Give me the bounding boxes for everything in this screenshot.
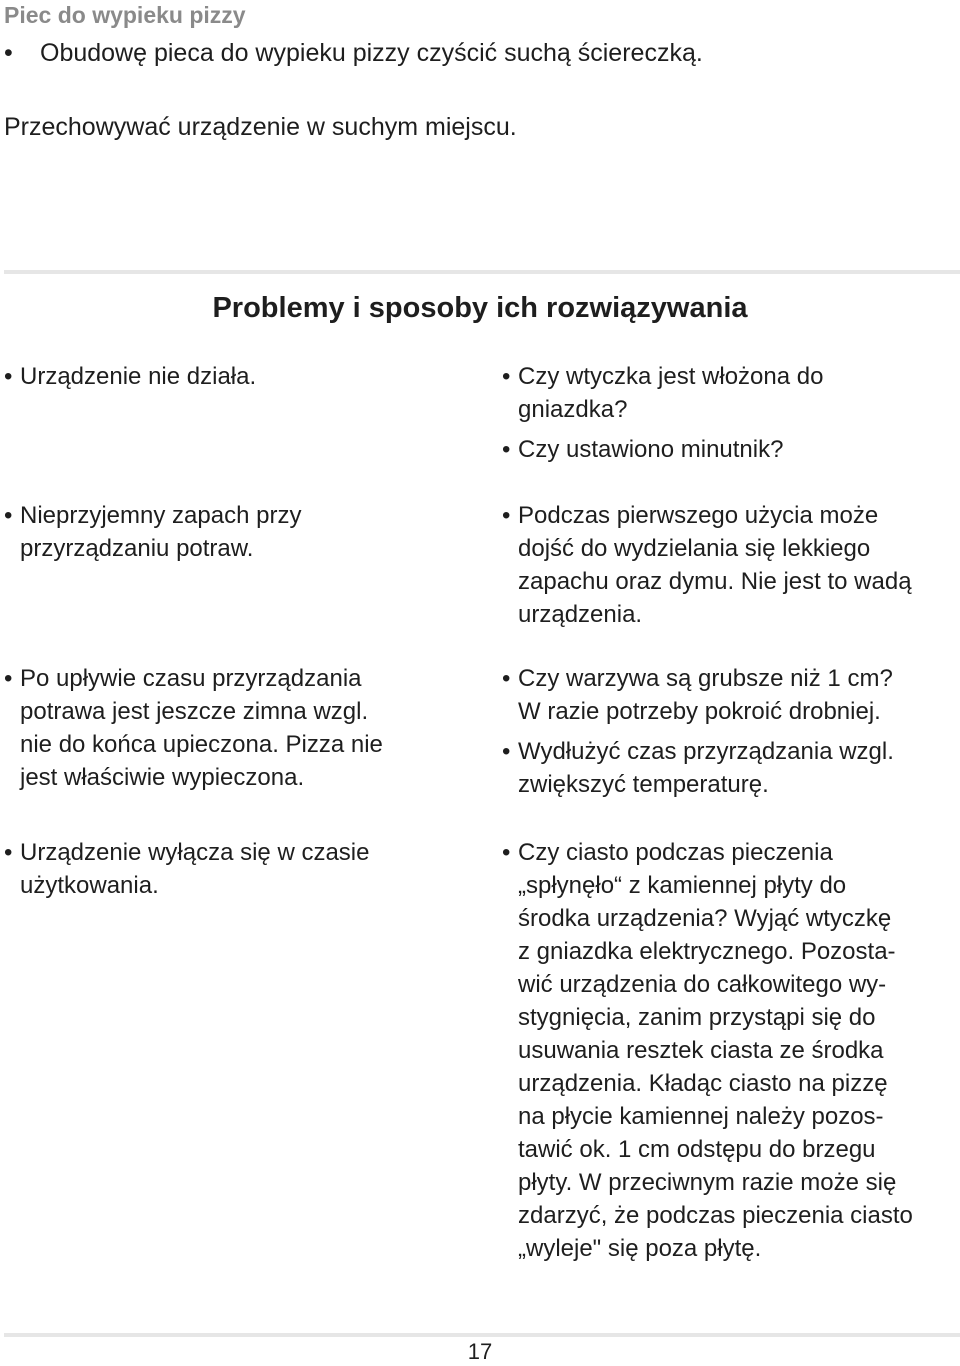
problem-text: Urządzenie nie działa. bbox=[20, 363, 257, 390]
bullet-icon: • bbox=[4, 363, 13, 390]
solution-text: Podczas pierwszego użycia może dojść do wydzielania się lekkiego zapachu oraz dymu. Nie jest to wadą urządzenia. bbox=[518, 502, 912, 628]
solution-text: Czy warzywa są grubsze niż 1 cm? W razie potrzeby pokroić drobniej. bbox=[518, 665, 893, 725]
bullet-icon: • bbox=[4, 839, 13, 866]
solution-item bbox=[502, 735, 960, 801]
bullet-icon: • bbox=[502, 839, 511, 866]
problem-text: Po upływie czasu przyrządzania potrawa jest jeszcze zimna wzgl. nie do końca upieczona. Pizza nie jest właściwie wypieczona. bbox=[20, 665, 383, 791]
solution-item bbox=[502, 836, 960, 1265]
solution-text: Czy ciasto podczas pieczenia „spłynęło“ z kamiennej płyty do środka urządzenia? Wyjąć wtyczkę z gniazdka elektrycznego. Pozosta- wić urządzenia do całkowitego wy- stygnięcia, zanim przystąpi się do usuwania resztek ciasta ze środka urządzenia. Kładąc ciasto na pizzę na płycie kamiennej należy pozos- tawić ok. 1 cm odstępu do brzegu płyty. W przeciwnym razie może się zdarzyć, że podczas pieczenia ciasto „wyleje" się poza płytę. bbox=[518, 839, 913, 1262]
problem-text: Nieprzyjemny zapach przy przyrządzaniu potraw. bbox=[20, 502, 302, 562]
bullet-icon: • bbox=[4, 665, 13, 692]
bullet-icon: • bbox=[502, 665, 511, 692]
bullet-icon: • bbox=[4, 39, 13, 67]
page-title: Piec do wypieku pizzy bbox=[4, 2, 246, 28]
bullet-icon: • bbox=[502, 502, 511, 529]
storage-instruction: Przechowywać urządzenie w suchym miejscu. bbox=[4, 113, 517, 141]
problem-item bbox=[4, 499, 464, 565]
solution-item bbox=[502, 499, 960, 631]
problem-item bbox=[4, 360, 464, 393]
solution-text: Wydłużyć czas przyrządzania wzgl. zwiększyć temperaturę. bbox=[518, 738, 894, 798]
problem-text: Urządzenie wyłącza się w czasie użytkowania. bbox=[20, 839, 370, 899]
solution-item bbox=[502, 360, 960, 426]
problem-item bbox=[4, 662, 464, 794]
solution-text: Czy ustawiono minutnik? bbox=[518, 436, 784, 463]
footer-divider bbox=[4, 1333, 960, 1337]
bullet-icon: • bbox=[502, 363, 511, 390]
section-title: Problemy i sposoby ich rozwiązywania bbox=[212, 292, 748, 324]
solution-item bbox=[502, 662, 960, 728]
bullet-icon: • bbox=[4, 502, 13, 529]
solution-item bbox=[502, 433, 960, 466]
bullet-icon: • bbox=[502, 738, 511, 765]
problem-item bbox=[4, 836, 464, 902]
solution-text: Czy wtyczka jest włożona do gniazdka? bbox=[518, 363, 824, 423]
section-divider bbox=[4, 270, 960, 274]
page-number: 17 bbox=[467, 1339, 493, 1364]
cleaning-instruction bbox=[4, 36, 703, 70]
bullet-icon: • bbox=[502, 436, 511, 463]
cleaning-text: Obudowę pieca do wypieku pizzy czyścić suchą ściereczką. bbox=[40, 39, 703, 67]
